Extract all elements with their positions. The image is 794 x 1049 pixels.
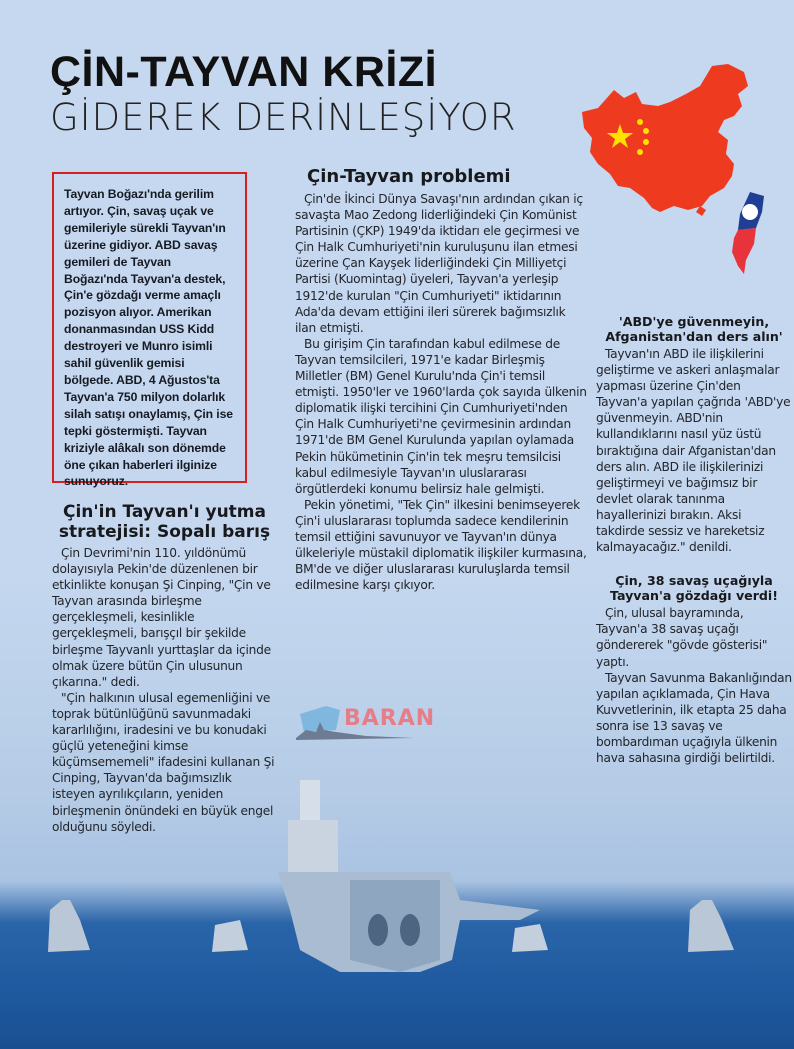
page-title: ÇİN-TAYVAN KRİZİ [50, 48, 438, 96]
china-map-shape [582, 64, 748, 216]
paragraph: Çin Devrimi'nin 110. yıldönümü dolayısıyla Pekin'de düzenlenen bir etkinlikte konuşan Şi Cinping, "Çin ve Tayvan arasında birleşme gerçekleşmeli, kesinlikle gerçekleşmeli, barışçıl bir şekilde birleşme Tayvanlı yurttaşlar da içinde olmak üzere bütün Çin ulusunun çıkarına." dedi. [52, 546, 271, 689]
intro-text: Tayvan Boğazı'nda gerilim artıyor. Çin, savaş uçak ve gemileriyle sürekli Tayvan'ın üzerine gidiyor. ABD savaş gemileri de Tayvan Boğazı'nda Tayvan'a destek, Çin'e gözdağı verme amaçlı pozisyon alıyor. Amerikan donanmasından USS Kidd destroyeri ve Munro isimli sahil güvenlik gemisi bölgede. ABD, 4 Ağustos'ta Tayvan'a 750 milyon dolarlık silah satışı onaylamış, Çin ise tepki göstermişti. Tayvan kriziyle alâkalı son dönemde öne çıkan haberleri ilginize sunuyoruz. [64, 187, 233, 489]
paragraph: Pekin yönetimi, "Tek Çin" ilkesini benimseyerek Çin'i uluslararası toplumda sadece kendilerinin temsil ettiğini savunuyor ve Tayvan'ın dünya ülkeleriyle müstakil diplomatik ilişkiler kurmasına, BM'de ve diğer uluslararası kuruluşlarda temsil edilmesine karşı çıkıyor. [295, 497, 587, 593]
taiwan-flag-map-red [732, 228, 756, 274]
page-subtitle: GİDEREK DERİNLEŞİYOR [50, 96, 517, 139]
logo-text: BARAN [344, 706, 436, 731]
section-heading: Çin, 38 savaş uçağıyla Tayvan'a gözdağı verdi! [610, 573, 778, 604]
paragraph: Çin'de İkinci Dünya Savaşı'nın ardından çıkan iç savaşta Mao Zedong liderliğindeki Çin Komünist Partisinin (ÇKP) 1949'da iktidarı ele geçirmesi ve Çin Halk Cumhuriyeti'nin kuruluşunu ilan etmesi üzerine Çan Kayşek liderliğindeki Çin Milliyetçi Partisi (Kuomintag) üyeleri, Tayvan'a yerleşip 1912'de kurulan "Çin Cumhuriyeti" iktidarının Ada'da devam ettiğini ileri sürerek bağımsızlık ilan etmişti. [295, 192, 583, 335]
small-star-icon [637, 149, 643, 155]
baran-logo [296, 700, 436, 742]
small-star-icon [643, 139, 649, 145]
aircraft-carrier-photo [0, 760, 794, 1049]
carrier-ship-icon [278, 780, 540, 972]
paragraph: Tayvan'ın ABD ile ilişkilerini geliştirme ve askeri anlaşmalar yapması üzerine Çin'den Tayvan'a yapılan çağrıda 'ABD'ye güvenmeyin. ABD'nin kullandıklarını nasıl yüz üstü bıraktığına dair Afganistan'dan ders alın. ABD ile ilişkilerinizi geliştirmeyi ve bağımsız bir devlet olarak tanınma hayallerinizi bırakın. Aksi takdirde sessiz ve hareketsiz kalmayacağız." denildi. [596, 347, 791, 555]
section-heading: Çin-Tayvan problemi [307, 166, 511, 187]
paragraph: "Çin halkının ulusal egemenliğini ve toprak bütünlüğünü savunmadaki kararlılığını, iradesini ve bu konudaki güçlü yeteneğini kimse küçümsememeli" ifadesini kullanan Şi Cinping, Tayvan'da bağımsızlık isteyen ayrılıkçıların, yeniden birleşmenin önündeki en büyük engel olduğunu söyledi. [52, 690, 275, 834]
paragraph: Tayvan Savunma Bakanlığından yapılan açıklamada, Çin Hava Kuvvetlerinin, ilk etapta 25 daha sonra ise 13 savaş ve bombardıman uçağıyla ülkenin hava sahasına girdiği belirtildi. [596, 670, 792, 766]
small-star-icon [643, 128, 649, 134]
china-taiwan-map-illustration [578, 60, 778, 280]
paragraph: Bu girişim Çin tarafından kabul edilmese de Tayvan temsilcileri, 1971'e kadar Birleşmiş Milletler (BM) Genel Kurulu'nda Çin'i temsil etmişti. 1950'ler ve 1960'larda çok sayıda ülkenin diplomatik ilişki tercihini Çin Cumhuriyeti'nden Çin Halk Cumhuriyeti'ne çevirmesinin ardından 1971'de BM Genel Kurulunda yapılan oylamada Pekin hükümetinin Çin'in tek meşru temsilcisi kabul edilmesiyle Tayvan'ın uluslararası örgütlerdeki konumu belirsiz hale gelmişti. [295, 336, 587, 496]
paragraph: Çin, ulusal bayramında, Tayvan'a 38 savaş uçağı göndererek "gövde gösterisi" yaptı. [596, 606, 768, 669]
intro-box [52, 172, 247, 489]
taiwan-sun-icon [742, 204, 758, 220]
section-heading: Çin'in Tayvan'ı yutma stratejisi: Sopalı barış [58, 502, 271, 542]
section-heading: 'ABD'ye güvenmeyin, Afganistan'dan ders alın' [605, 314, 783, 344]
section-problem [295, 166, 587, 593]
small-star-icon [637, 119, 643, 125]
section-right [596, 314, 792, 766]
